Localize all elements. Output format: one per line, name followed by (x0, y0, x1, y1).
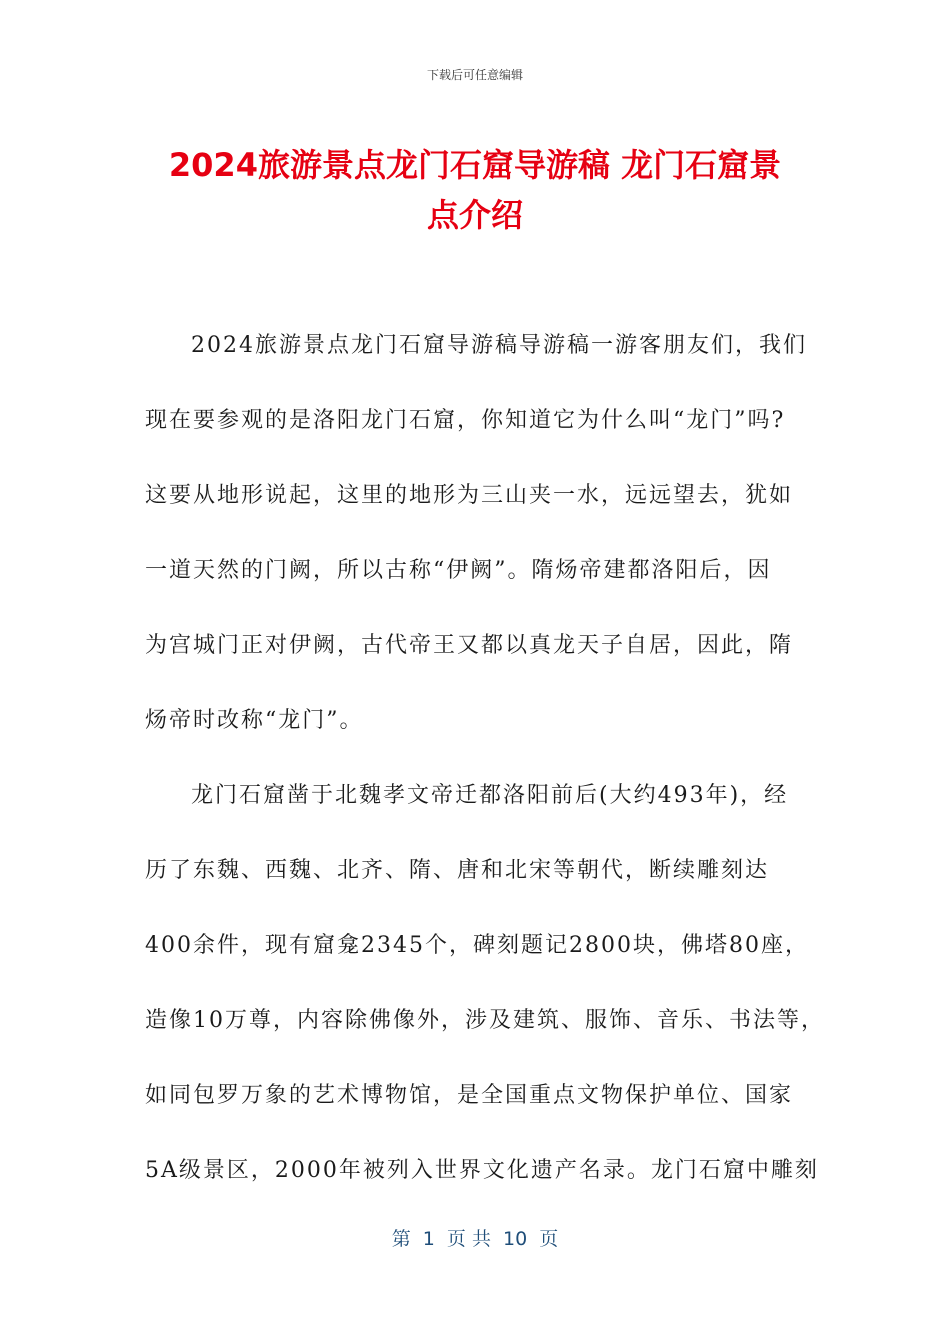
title-line-1: 2024旅游景点龙门石窟导游稿 龙门石窟景 (168, 146, 782, 184)
paragraph-1-line-5: 为宫城门正对伊阙，古代帝王又都以真龙天子自居，因此，隋 (145, 633, 794, 658)
page-number-footer: 第 1 页 共 10 页 (391, 1228, 559, 1250)
paragraph-1-line-1: 2024旅游景点龙门石窟导游稿导游稿一游客朋友们，我们 (191, 333, 807, 358)
paragraph-2-line-6: 5A级景区，2000年被列入世界文化遗产名录。龙门石窟中雕刻 (145, 1158, 819, 1183)
paragraph-2-line-5: 如同包罗万象的艺术博物馆，是全国重点文物保护单位、国家 (145, 1083, 794, 1108)
paragraph-1-line-6: 炀帝时改称“龙门”。 (145, 708, 364, 733)
paragraph-1-line-3: 这要从地形说起，这里的地形为三山夹一水，远远望去，犹如 (145, 483, 794, 508)
paragraph-2-line-3: 400余件，现有窟龛2345个，碑刻题记2800块，佛塔80座， (145, 933, 809, 958)
header-note: 下载后可任意编辑 (426, 68, 523, 82)
paragraph-2-line-1: 龙门石窟凿于北魏孝文帝迁都洛阳前后(大约493年)，经 (191, 783, 789, 808)
title-line-2: 点介绍 (426, 196, 523, 234)
paragraph-2-line-4: 造像10万尊，内容除佛像外，涉及建筑、服饰、音乐、书法等， (145, 1008, 825, 1033)
paragraph-1-line-2: 现在要参观的是洛阳龙门石窟，你知道它为什么叫“龙门”吗? (145, 408, 786, 433)
paragraph-2-line-2: 历了东魏、西魏、北齐、隋、唐和北宋等朝代，断续雕刻达 (145, 858, 770, 883)
paragraph-1-line-4: 一道天然的门阙，所以古称“伊阙”。隋炀帝建都洛阳后，因 (145, 558, 772, 583)
document-title (145, 140, 805, 240)
body-text (145, 308, 825, 1208)
